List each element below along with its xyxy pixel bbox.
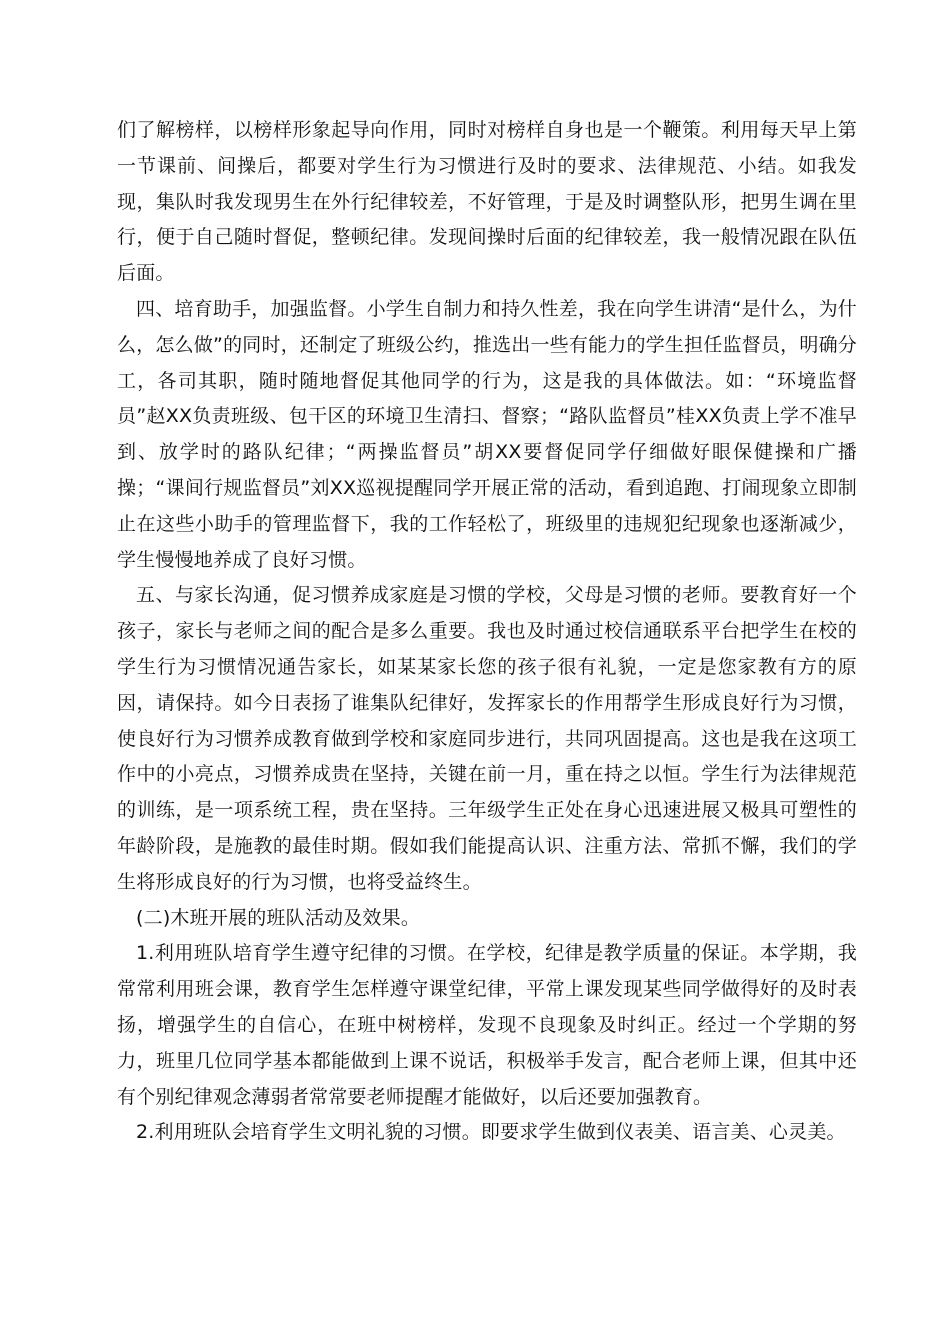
paragraph-role-models: 们了解榜样，以榜样形象起导向作用，同时对榜样自身也是一个鞭策。利用每天早上第一节课前、间操后，都要对学生行为习惯进行及时的要求、法律规范、小结。如我发现，集队时我发现男生在外行纪律较差，不好管理，于是及时调整队形，把男生调在里行，便于自己随时督促，整顿纪律。发现间操时后面的纪律较差，我一般情况跟在队伍后面。 (117, 119, 857, 285)
paragraph-item-one-discipline: 1.利用班队培育学生遵守纪律的习惯。在学校，纪律是教学质量的保证。本学期，我常常利用班会课，教育学生怎样遵守课堂纪律，平常上课发现某些同学做得好的及时表扬，增强学生的自信心，在班中树榜样，发现不良现象及时纠正。经过一个学期的努力，班里几位同学基本都能做到上课不说话，积极举手发言，配合老师上课，但其中还有个别纪律观念薄弱者常常要老师提醒才能做好，以后还要加强教育。 (117, 942, 857, 1108)
paragraph-subheading-class-activities: (二)木班开展的班队活动及效果。 (136, 906, 421, 929)
paragraph-section-four-monitors: 四、培育助手，加强监督。小学生自制力和持久性差，我在向学生讲清“是什么，为什么，怎么做”的同时，还制定了班级公约，推选出一些有能力的学生担任监督员，明确分工，各司其职，随时随地督促其他同学的行为，这是我的具体做法。如：“环境监督员”赵XX负责班级、包干区的环境卫生清扫、督察；“路队监督员”桂XX负责上学不准早到、放学时的路队纪律；“两操监督员”胡XX要督促同学仔细做好眼保健操和广播操；“课间行规监督员”刘XX巡视提醒同学开展正常的活动，看到追跑、打闹现象立即制止在这些小助手的管理监督下，我的工作轻松了，班级里的违规犯纪现象也逐渐减少，学生慢慢地养成了良好习惯。 (117, 297, 857, 571)
document-body (117, 113, 857, 1151)
paragraph-item-two-manners: 2.利用班队会培育学生文明礼貌的习惯。即要求学生做到仪表美、语言美、心灵美。 (136, 1121, 846, 1144)
paragraph-section-five-parents: 五、与家长沟通，促习惯养成家庭是习惯的学校，父母是习惯的老师。要教育好一个孩子，家长与老师之间的配合是多么重要。我也及时通过校信通联系平台把学生在校的学生行为习惯情况通告家长，如某某家长您的孩子很有礼貌，一定是您家教有方的原因，请保持。如今日表扬了谁集队纪律好，发挥家长的作用帮学生形成良好行为习惯，使良好行为习惯养成教育做到学校和家庭同步进行，共同巩固提高。这也是我在这项工作中的小亮点，习惯养成贵在坚持，关键在前一月，重在持之以恒。学生行为法律规范的训练，是一项系统工程，贵在坚持。三年级学生正处在身心迅速进展又极具可塑性的年龄阶段，是施教的最佳时期。假如我们能提高认识、注重方法、常抓不懈，我们的学生将形成良好的行为习惯，也将受益终生。 (117, 584, 857, 893)
